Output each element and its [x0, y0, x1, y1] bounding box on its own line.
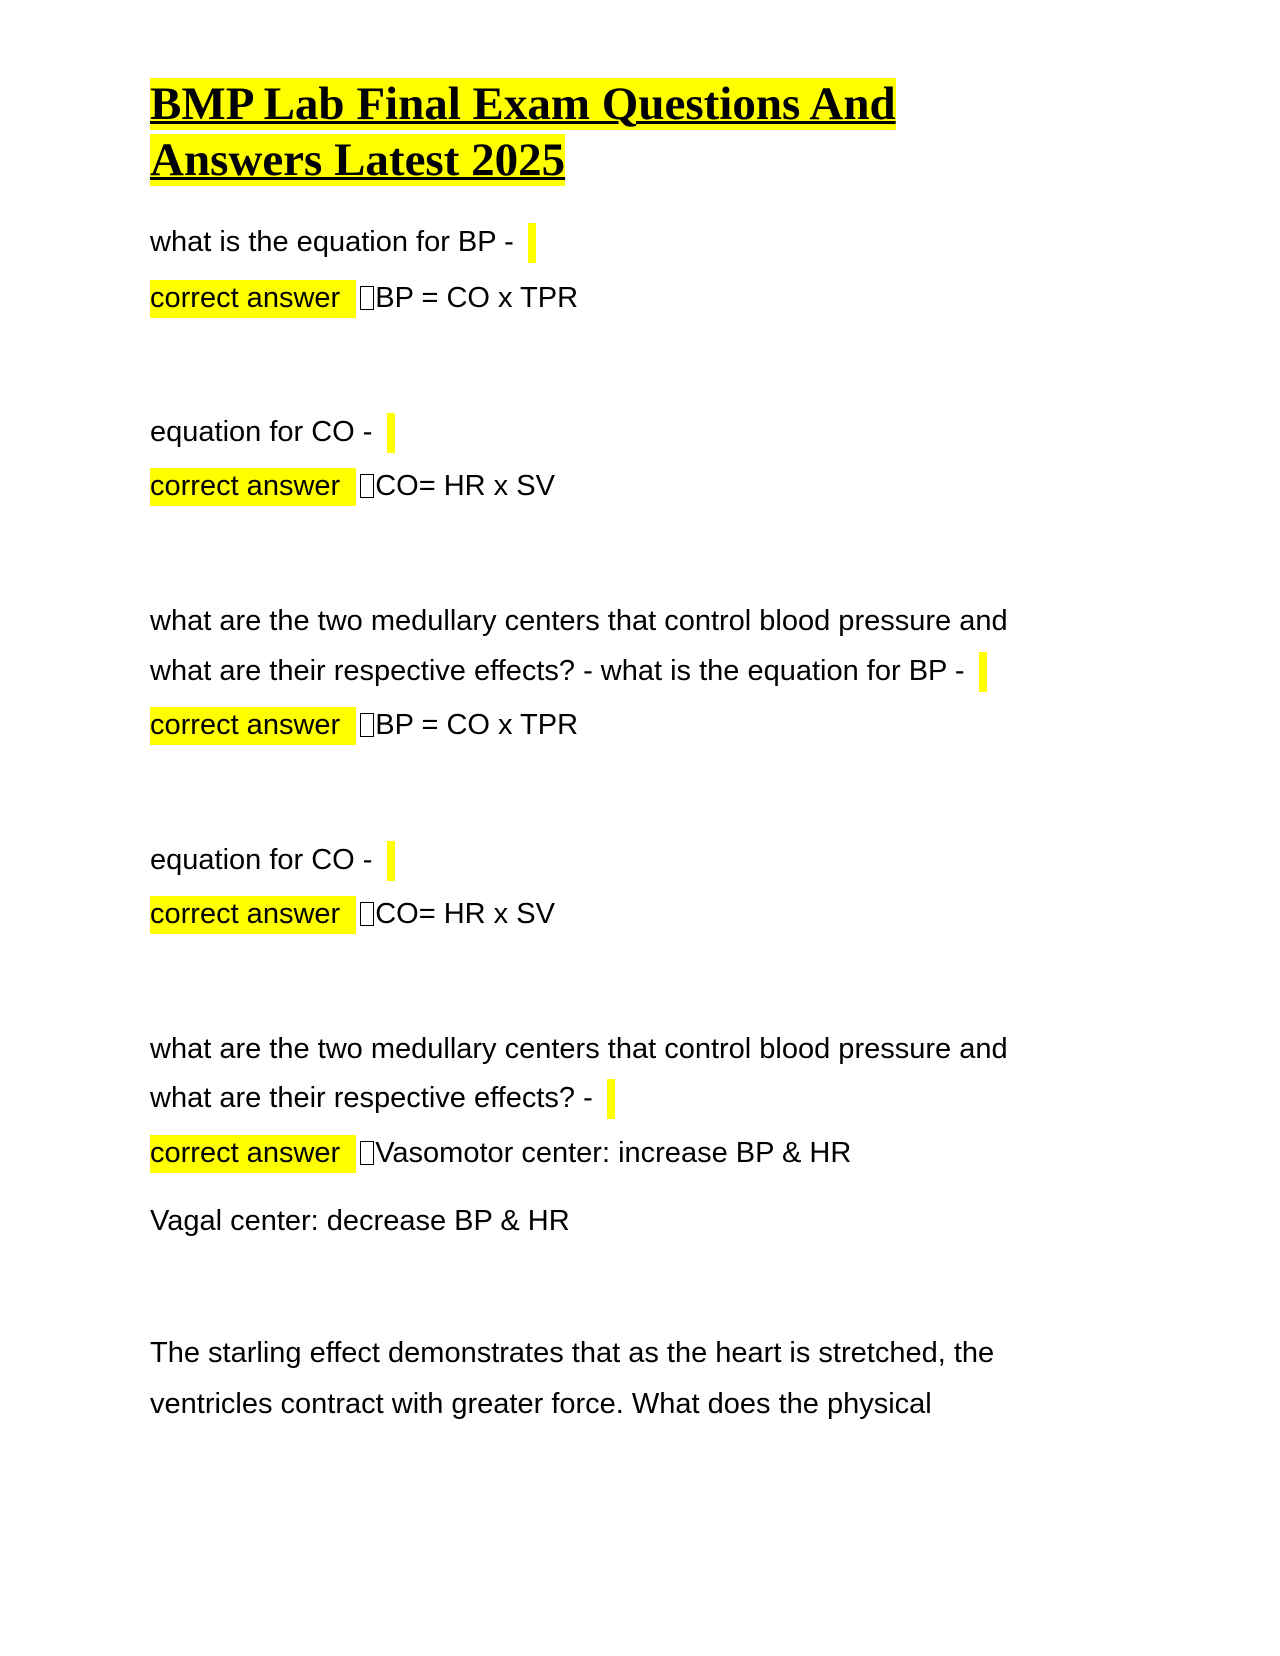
paragraph-line: The starling effect demonstrates that as the heart is stretched, the — [150, 1337, 995, 1369]
question: what is the equation for BP - — [150, 223, 536, 263]
question: what are the two medullary centers that control blood pressure and — [150, 1033, 1008, 1065]
question: what are their respective effects? - — [150, 1079, 615, 1119]
answer: correct answer CO= HR x SV — [150, 467, 555, 505]
document-title: BMP Lab Final Exam Questions And Answers Latest 2025 — [150, 78, 896, 186]
answer: correct answer CO= HR x SV — [150, 895, 555, 933]
missing-glyph-icon — [360, 713, 374, 737]
highlight-mark — [979, 652, 987, 692]
highlight-mark — [387, 413, 395, 453]
answer: correct answer BP = CO x TPR — [150, 279, 578, 317]
question: what are the two medullary centers that control blood pressure and — [150, 605, 1008, 637]
missing-glyph-icon — [360, 286, 374, 310]
missing-glyph-icon — [360, 1141, 374, 1165]
answer: correct answer Vasomotor center: increase BP & HR — [150, 1134, 851, 1172]
missing-glyph-icon — [360, 474, 374, 498]
highlight-mark — [607, 1079, 615, 1119]
paragraph-line: ventricles contract with greater force. What does the physical — [150, 1388, 932, 1420]
question: equation for CO - — [150, 841, 395, 881]
question: equation for CO - — [150, 413, 395, 453]
answer-continued: Vagal center: decrease BP & HR — [150, 1205, 570, 1237]
highlight-mark — [387, 841, 395, 881]
question: what are their respective effects? - what is the equation for BP - — [150, 652, 987, 692]
missing-glyph-icon — [360, 902, 374, 926]
answer: correct answer BP = CO x TPR — [150, 706, 578, 744]
highlight-mark — [528, 223, 536, 263]
